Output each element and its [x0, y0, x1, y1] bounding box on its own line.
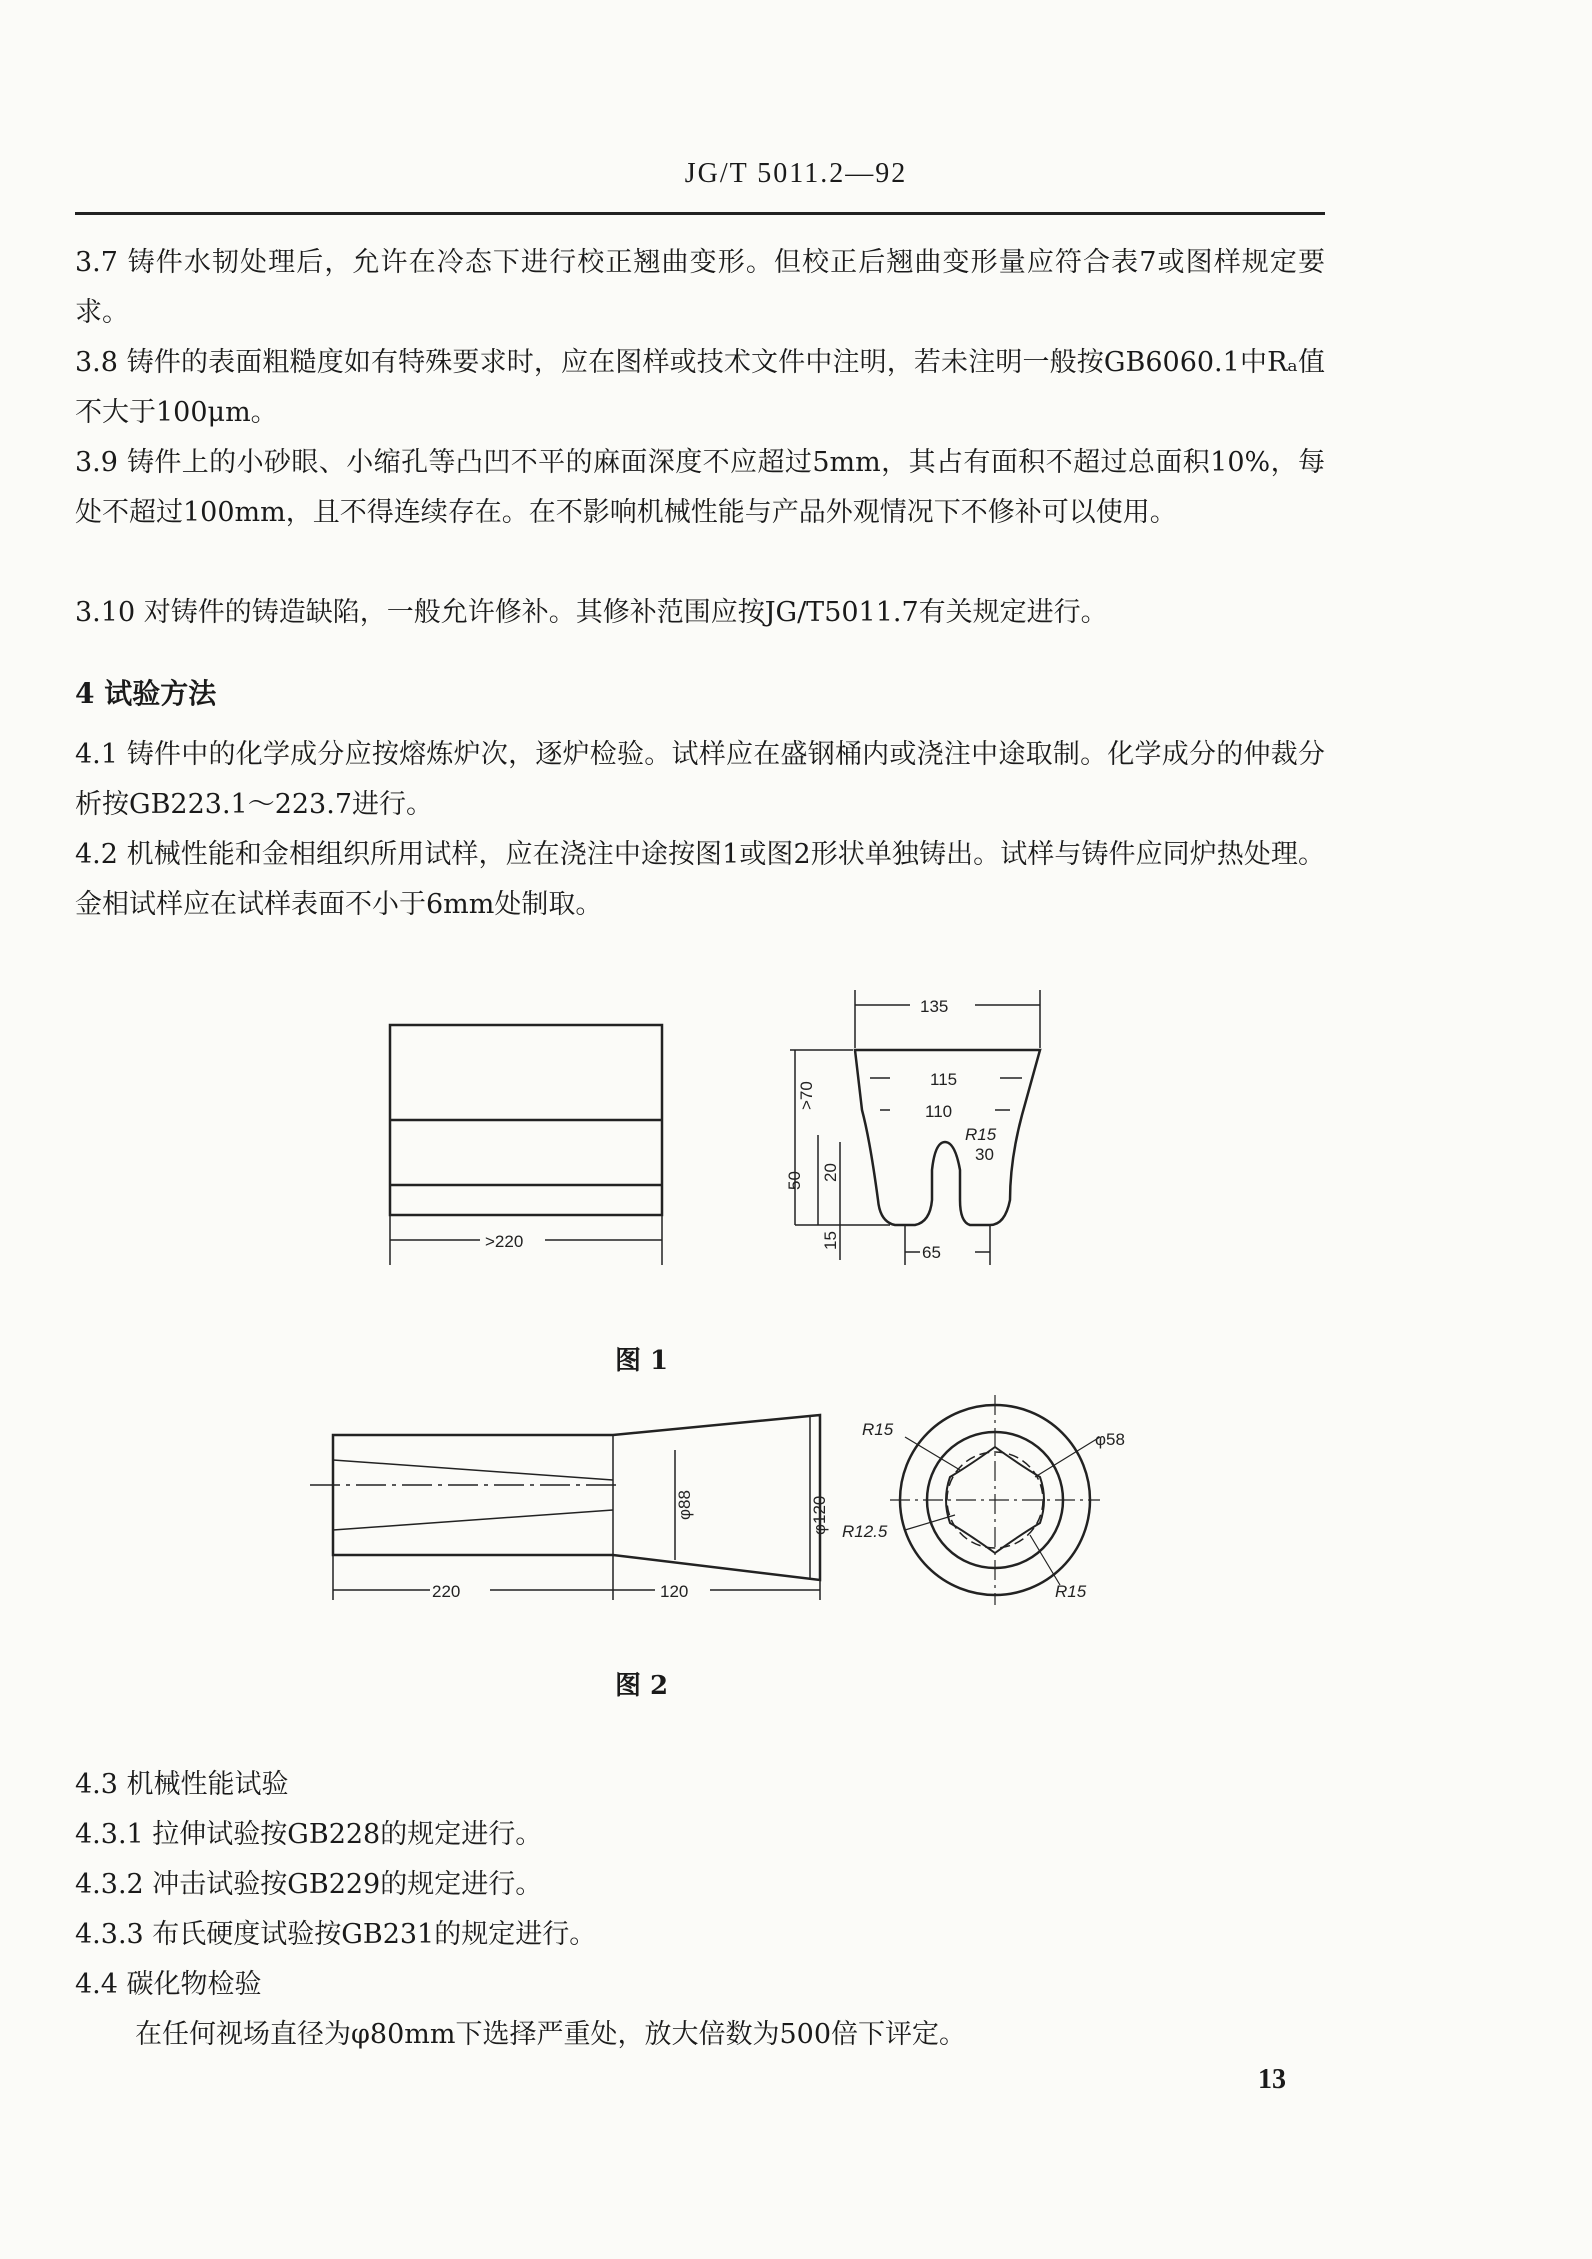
fig2-side-view — [333, 1415, 820, 1580]
fig2-dim-outer-dia: φ120 — [810, 1495, 829, 1535]
header-rule — [75, 212, 1325, 215]
figure-2-caption: 图 2 — [615, 1671, 669, 1701]
page-number: 13 — [1258, 2064, 1286, 2095]
fig2-dim-r15-top: R15 — [862, 1420, 894, 1439]
paragraph-3-9: 3.9 铸件上的小砂眼、小缩孔等凸凹不平的麻面深度不应超过5mm，其占有面积不超过总面积10%，每处不超过100mm，且不得连续存在。在不影响机械性能与产品外观情况下不修补可以使用。 — [75, 447, 1325, 528]
fig1-dim-inner-width: 115 — [930, 1070, 958, 1089]
figure-2-drawing — [0, 1385, 1592, 1635]
fig1-dim-height-mid: 20 — [821, 1163, 840, 1182]
figure-1-drawing — [0, 960, 1592, 1360]
figure-1-caption: 图 1 — [615, 1346, 669, 1376]
line-4-3-1: 4.3.1 拉伸试验按GB228的规定进行。 — [75, 1819, 543, 1850]
line-4-3-2: 4.3.2 冲击试验按GB229的规定进行。 — [75, 1869, 543, 1900]
fig1-dim-slot: 30 — [975, 1145, 994, 1164]
paragraph-3-7: 3.7 铸件水韧处理后，允许在冷态下进行校正翘曲变形。但校正后翘曲变形量应符合表7或图样规定要求。 — [75, 247, 1325, 328]
fig2-dim-length-right: 120 — [660, 1582, 689, 1601]
paragraph-3-8: 3.8 铸件的表面粗糙度如有特殊要求时，应在图样或技术文件中注明，若未注明一般按GB6060.1中Rₐ值不大于100μm。 — [75, 347, 1325, 428]
fig1-dim-height-bottom: 15 — [821, 1231, 840, 1250]
fig1-dim-top-width: 135 — [920, 997, 949, 1016]
line-4-4-body: 在任何视场直径为φ80mm下选择严重处，放大倍数为500倍下评定。 — [135, 2019, 967, 2050]
line-4-4: 4.4 碳化物检验 — [75, 1969, 262, 2000]
paragraph-3-10: 3.10 对铸件的铸造缺陷，一般允许修补。其修补范围应按JG/T5011.7有关规定进行。 — [75, 597, 1108, 628]
fig2-dim-r12-5: R12.5 — [842, 1522, 888, 1541]
fig1-dim-left: >220 — [485, 1232, 524, 1251]
fig2-dim-inner-dia: φ88 — [675, 1490, 694, 1520]
fig2-dim-dia58: φ58 — [1095, 1430, 1125, 1449]
paragraph-4-1: 4.1 铸件中的化学成分应按熔炼炉次，逐炉检验。试样应在盛钢桶内或浇注中途取制。化学成分的仲裁分析按GB223.1～223.7进行。 — [75, 739, 1325, 820]
fig1-dim-height-top: >70 — [797, 1081, 816, 1110]
document-header: JG/T 5011.2—92 — [684, 158, 908, 189]
fig1-dim-bottom-width: 65 — [922, 1243, 941, 1262]
fig2-dim-length-left: 220 — [432, 1582, 461, 1601]
fig1-dim-radius: R15 — [965, 1125, 997, 1144]
paragraph-4-2: 4.2 机械性能和金相组织所用试样，应在浇注中途按图1或图2形状单独铸出。试样与铸件应同炉热处理。金相试样应在试样表面不小于6mm处制取。 — [75, 839, 1325, 920]
fig1-dim-neck-width: 110 — [925, 1102, 953, 1121]
line-4-3: 4.3 机械性能试验 — [75, 1769, 289, 1800]
fig2-dim-r15-bottom: R15 — [1055, 1582, 1087, 1601]
fig1-dim-height-total: 50 — [785, 1171, 804, 1190]
section-4-title: 4 试验方法 — [75, 677, 217, 710]
line-4-3-3: 4.3.3 布氏硬度试验按GB231的规定进行。 — [75, 1919, 597, 1950]
